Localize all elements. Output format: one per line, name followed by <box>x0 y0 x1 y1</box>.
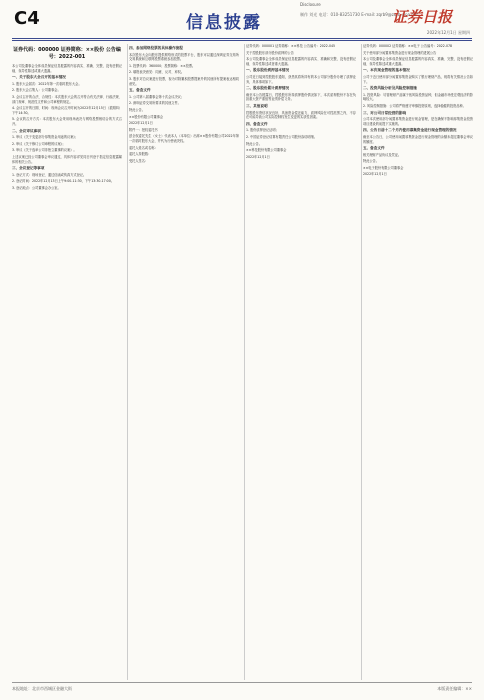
column-2 <box>129 44 239 680</box>
paragraph: 特此公告。 <box>129 107 145 112</box>
column-4 <box>363 44 473 680</box>
paragraph: 四、备查文件 <box>246 121 268 126</box>
paragraph: 截至本公告披露日，控股股东所持质押股份情况如下，本次质押股份不存在负担重大资产重组等业绩补偿义务。 <box>246 92 356 102</box>
paragraph: 本次股东大会向股东提供网络形式的投票平台，股东可以通过深圳证券交易所交易系统和互联网投票系统参加投票。 <box>129 52 239 62</box>
paragraph: 2. 登记时间：2022年12月13日上午9:00-11:30，下午13:30-17:00。 <box>12 179 114 184</box>
paper-logo: 证券日报 <box>392 8 453 26</box>
paragraph: 委托人持股数： <box>129 152 152 157</box>
paragraph: 本公司及董事会全体成员保证信息披露的内容真实、准确和完整，没有虚假记载、误导性陈述或者重大遗漏。 <box>246 57 356 66</box>
paragraph: 三、会议登记等事项 <box>12 166 45 171</box>
paragraph: 二、投资风险分析及风险控制措施 <box>363 86 417 91</box>
column-paragraphs <box>246 44 356 159</box>
article-body <box>12 44 472 680</box>
paragraph: 四、公告日前十二个月内使用募集资金进行现金管理的情况 <box>363 128 457 133</box>
column-paragraphs <box>12 64 122 190</box>
announcement-title: 证券代码：000000 证券简称：××股份 公告编号：2022-001 <box>13 47 121 60</box>
paragraph: 特此公告。 <box>246 141 262 146</box>
paragraph: 兹全权委托先生（女士）代表本人（本单位）出席××股份有限公司2022年第一次临时股东大会，并代为行使表决权。 <box>129 134 239 143</box>
paragraph: 附件一：授权委托书 <box>129 127 158 132</box>
paragraph: 2022年12月1日 <box>129 121 153 126</box>
paragraph: 相关理财产品协议及凭证。 <box>363 152 402 157</box>
paragraph: 特此公告。 <box>363 159 379 164</box>
paragraph: 三、对公司日常经营的影响 <box>363 110 407 115</box>
paragraph: 3. 登记地点：公司董事会办公室。 <box>12 185 61 190</box>
paragraph: 1. 审议《关于变更部分募集资金用途的议案》； <box>12 135 79 140</box>
column-paragraphs <box>363 44 473 177</box>
paragraph: 一、关于股东大会召开的基本情况 <box>12 75 66 80</box>
column-3 <box>246 44 356 680</box>
paragraph: 证券代码：000002 证券简称：××电子 公告编号：2022-078 <box>363 44 453 48</box>
footer-rule <box>12 682 472 683</box>
paragraph: 2. 中国证券登记结算有限责任公司股份冻结明细。 <box>246 134 317 139</box>
paragraph: 公司近日接到控股股东通知，获悉其将所持有的本公司部分股份办理了质押业务，具体事项如下。 <box>246 74 356 84</box>
paragraph: 3. 股东对总议案进行投票，视为对除累积投票提案外的其他所有提案表达相同意见。 <box>129 76 239 86</box>
paragraph: 2. 审议《关于修订公司章程的议案》； <box>12 141 66 146</box>
issue-line: 制作 刘光 电话：010-83251730 E-mail: zqrb9@zqrb.sina.net <box>300 12 418 17</box>
column-paragraphs <box>129 46 239 163</box>
header-rule-thin <box>12 40 472 41</box>
paragraph: 受托人签名： <box>129 158 149 163</box>
section-title: 信息披露 <box>186 13 262 33</box>
paragraph: 5. 会议的召开方式：本次股东大会采用现场表决与网络投票相结合的方式召开。 <box>12 117 122 126</box>
column-divider <box>361 44 362 680</box>
column-1 <box>12 44 122 680</box>
newspaper-header <box>0 0 484 40</box>
header-rule <box>12 38 472 39</box>
paragraph: 4. 会议召开的日期、时间：现场会议召开时间为2022年12月15日（星期四）下午14:30。 <box>12 106 122 115</box>
paragraph: 五、备查文件 <box>129 88 151 93</box>
paragraph: 委托人姓名或名称： <box>129 145 158 150</box>
paragraph: ××电子股份有限公司董事会 <box>363 165 404 170</box>
paragraph: 2. 股东大会召集人：公司董事会。 <box>12 88 61 93</box>
page-footer <box>12 682 472 696</box>
paragraph: 一、本次现金管理的基本情况 <box>363 68 410 73</box>
paragraph: ××科技股份有限公司董事会 <box>246 148 287 153</box>
paragraph: 2. 填报表决意见：同意、反对、弃权。 <box>129 70 185 75</box>
paragraph: 证券代码：000001 证券简称：××科技 公告编号：2022-045 <box>246 44 336 48</box>
paragraph: 三、其他说明 <box>246 103 268 108</box>
paragraph: 1. 投票代码：360000；投票简称：××投票。 <box>129 63 196 68</box>
paragraph: 上述议案已经公司董事会审议通过，具体内容详见同日刊登于指定信息披露媒体的相关公告。 <box>12 154 122 164</box>
paragraph: 1. 公司第八届董事会第十次会议决议； <box>129 94 185 99</box>
paragraph: 本公司及董事会全体成员保证信息披露的内容真实、准确、完整，没有虚假记载、误导性陈述或重大遗漏。 <box>12 64 122 73</box>
paragraph: 2. 深圳证券交易所要求的其他文件。 <box>129 101 181 106</box>
paragraph: 公司于近日使用部分闲置募集资金购买了银行理财产品，现将有关情况公告如下。 <box>363 74 473 84</box>
paragraph: 五、备查文件 <box>363 146 385 151</box>
paragraph: 2022年12月1日 <box>246 154 270 159</box>
page-number: C4 <box>14 8 40 29</box>
paragraph: 2. 风险控制措施：公司将严格遵守审慎投资原则，选择稳健的投资品种。 <box>363 103 466 108</box>
footer-address: 本报地址：北京市西城区金融大街 <box>12 686 72 691</box>
paragraph: 关于控股股东部分股份质押的公告 <box>246 50 294 55</box>
paragraph: 3. 审议《关于选举公司非独立董事的议案》。 <box>12 148 77 153</box>
section-subtitle: Disclosure <box>300 2 321 7</box>
paragraph: 1. 股东大会届次：2022年第一次临时股东大会。 <box>12 81 82 86</box>
column-divider <box>244 44 245 680</box>
paragraph: 一、股东股份质押基本情况 <box>246 68 290 73</box>
column-divider <box>127 44 128 680</box>
paragraph: ××股份有限公司董事会 <box>129 114 164 119</box>
paragraph: 控股股东资信状况良好，具备资金偿还能力，质押风险在可控范围之内，不存在可能导致公司实际控制权发生变更的实质性因素。 <box>246 110 356 120</box>
paragraph: 1. 投资风险：尽管理财产品属于低风险投资品种，但金融市场受宏观经济的影响较大。 <box>363 92 473 102</box>
paragraph: 公司本次使用部分闲置募集资金进行现金管理，是在确保不影响募集资金投资项目建设的前提下实施的。 <box>363 117 473 126</box>
paragraph: 2022年12月1日 <box>363 172 387 177</box>
paragraph: 关于使用部分闲置募集资金进行现金管理的进展公告 <box>363 50 437 55</box>
paragraph: 二、会议审议事项 <box>12 128 41 133</box>
date-line: 2022年12月1日 星期四 <box>426 30 470 35</box>
paragraph: 二、股东股份累计质押情况 <box>246 86 290 91</box>
paragraph: 1. 股份质押登记证明； <box>246 128 279 133</box>
paragraph: 四、参加网络投票的具体操作流程 <box>129 46 183 50</box>
footer-editor: 本版责任编辑：×× <box>437 686 472 691</box>
paragraph: 本公司及董事会全体成员保证信息披露的内容真实、准确、完整，没有虚假记载、误导性陈述或重大遗漏。 <box>363 57 473 66</box>
paragraph: 1. 登记方式：现场登记、通过信函或传真方式登记。 <box>12 172 87 177</box>
paragraph: 截至本公告日，公司使用闲置募集资金进行现金管理的余额未超过董事会审议的额度。 <box>363 134 473 144</box>
paragraph: 3. 会议召开的合法、合规性：本次股东大会的召开符合有关法律、行政法规、部门规章、规范性文件和公司章程的规定。 <box>12 94 122 104</box>
